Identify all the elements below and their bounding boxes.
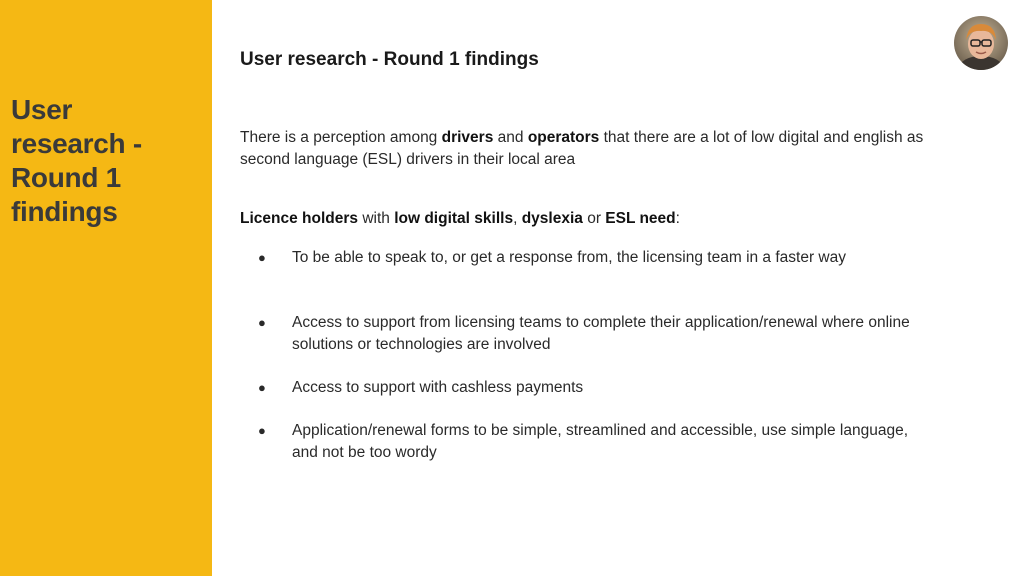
list-item-text: Application/renewal forms to be simple, streamlined and accessible, use simple language, and not be too wordy bbox=[292, 422, 909, 461]
list-item-text: To be able to speak to, or get a response from, the licensing team in a faster way bbox=[292, 249, 846, 266]
list-item-text: Access to support from licensing teams to complete their application/renewal where online solutions or technologies are involved bbox=[292, 314, 910, 353]
sidebar-title bbox=[11, 93, 201, 229]
bullet-icon: ● bbox=[258, 423, 266, 438]
sidebar-title-line: research - bbox=[11, 128, 142, 159]
intro-text: that there are a lot of low digital and english as second language (ESL) drivers in their local area bbox=[240, 129, 924, 168]
subhead-bold: ESL need bbox=[605, 210, 676, 227]
intro-bold-operators: operators bbox=[527, 129, 600, 146]
avatar-photo-icon bbox=[954, 16, 1008, 70]
sidebar-title-line: Round 1 bbox=[11, 162, 121, 193]
intro-text: There is a perception among bbox=[240, 129, 442, 146]
subhead-text: with bbox=[358, 210, 395, 227]
section-subheading bbox=[240, 208, 930, 230]
subhead-bold: low digital skills bbox=[394, 210, 514, 227]
bullet-icon: ● bbox=[258, 315, 266, 330]
subhead-text: or bbox=[582, 210, 606, 227]
intro-text: and bbox=[493, 129, 528, 146]
sidebar-panel bbox=[0, 0, 212, 576]
intro-paragraph bbox=[240, 127, 930, 171]
sidebar-title-line: findings bbox=[11, 196, 118, 227]
intro-bold-drivers: drivers bbox=[441, 129, 494, 146]
subhead-text: , bbox=[513, 210, 522, 227]
sidebar-title-line: User bbox=[11, 94, 73, 125]
bullet-icon: ● bbox=[258, 380, 266, 395]
avatar[interactable] bbox=[954, 16, 1008, 70]
list-item-text: Access to support with cashless payments bbox=[292, 379, 584, 396]
subhead-bold: dyslexia bbox=[521, 210, 583, 227]
page-title: User research - Round 1 findings bbox=[240, 49, 539, 70]
subhead-bold: Licence holders bbox=[240, 210, 359, 227]
subhead-text: : bbox=[675, 210, 680, 227]
bullet-icon: ● bbox=[258, 250, 266, 265]
